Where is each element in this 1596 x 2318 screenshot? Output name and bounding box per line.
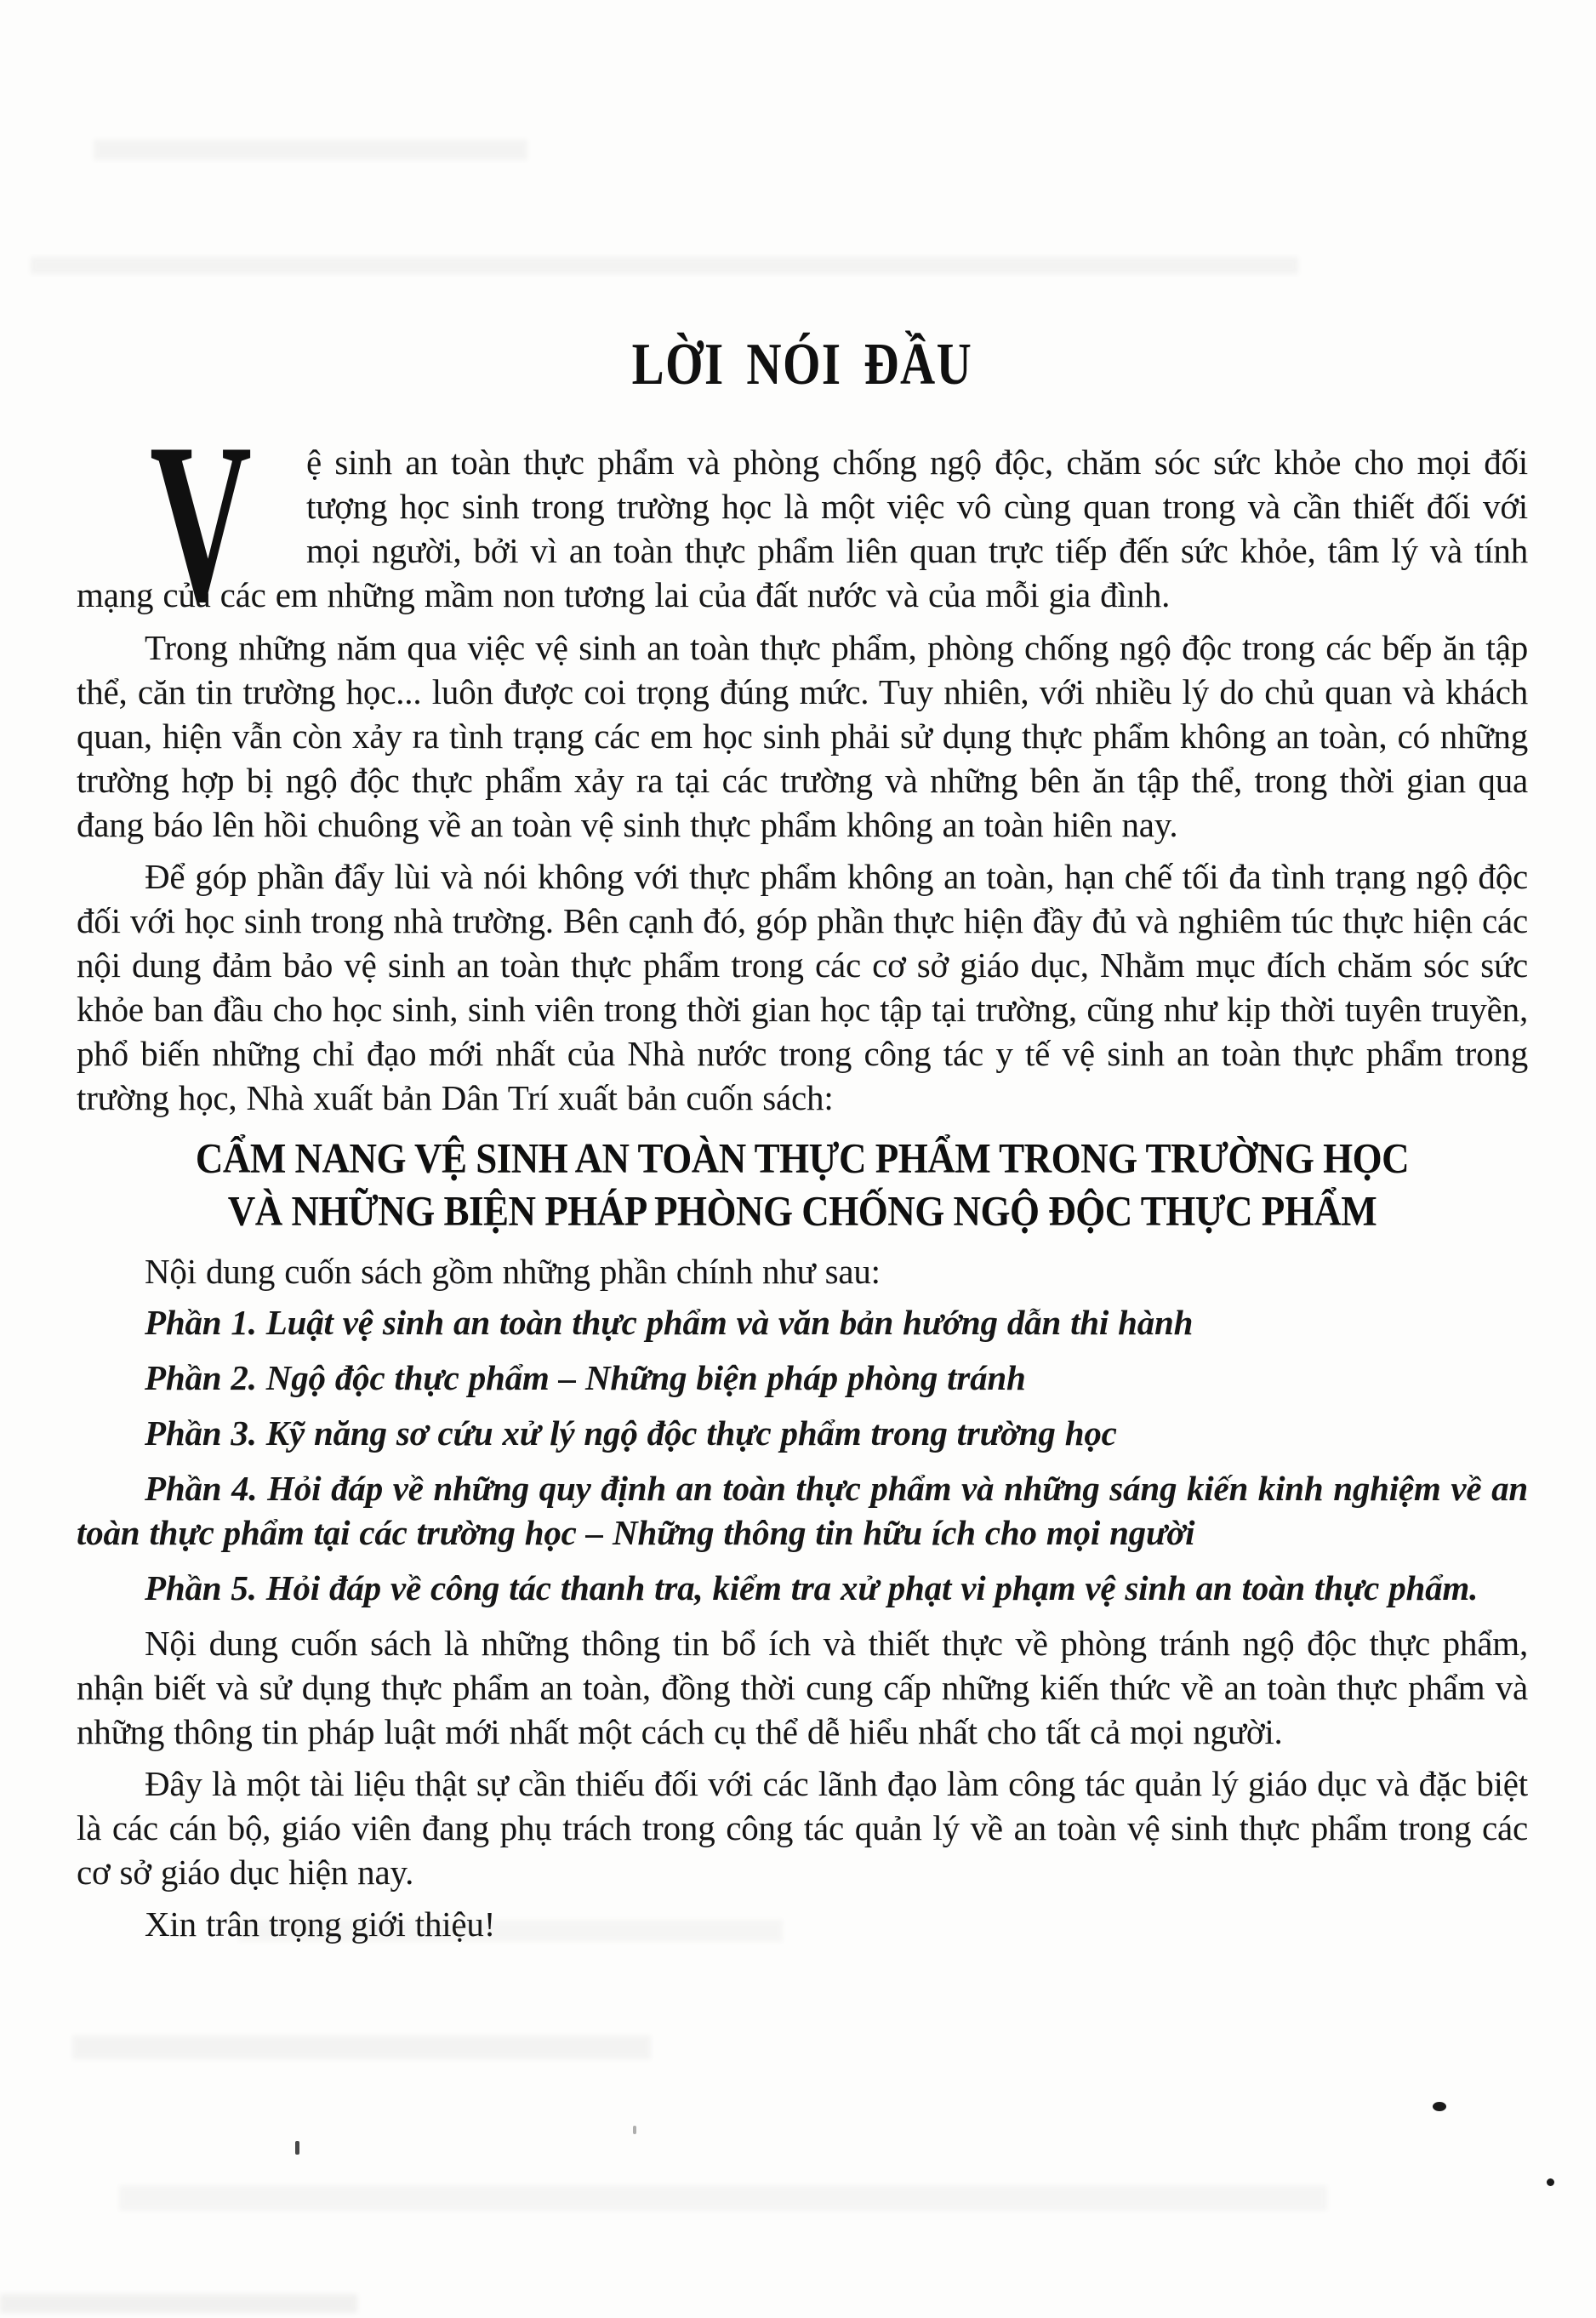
toc-intro: Nội dung cuốn sách gồm những phần chính như sau: — [145, 1252, 881, 1291]
closing-line: Xin trân trọng giới thiệu! — [145, 1904, 496, 1944]
scan-artifact — [0, 2294, 357, 2313]
book-title-line-1: CẨM NANG VỆ SINH AN TOÀN THỰC PHẨM TRONG TRƯỜNG HỌC — [195, 1134, 1410, 1182]
part-item-2: Phần 2. Ngộ độc thực phẩm – Những biện pháp phòng tránh — [145, 1358, 1026, 1397]
ink-speck — [1433, 2102, 1446, 2111]
scan-artifact — [119, 2185, 1327, 2211]
preface-content — [77, 332, 1528, 1954]
paragraph-4: Nội dung cuốn sách là những thông tin bổ ích và thiết thực về phòng tránh ngộ độc thực phẩm, nhận biết và sử dụng thực phẩm an toàn, đồng thời cung cấp những kiến thức về an toàn thực phẩm và những thông tin pháp luật mới nhất một cách cụ thể dễ hiểu nhất cho tất cả mọi người. — [77, 1624, 1528, 1751]
dropcap-letter: V — [150, 396, 252, 648]
paragraph-5: Đây là một tài liệu thật sự cần thiếu đối với các lãnh đạo làm công tác quản lý giáo dục và đặc biệt là các cán bộ, giáo viên đang phụ trách trong công tác quản lý về an toàn vệ sinh thực phẩm trong các cơ sở giáo dục hiện nay. — [77, 1764, 1528, 1892]
part-item-5: Phần 5. Hỏi đáp về công tác thanh tra, kiểm tra xử phạt vi phạm vệ sinh an toàn thực phẩm. — [145, 1568, 1479, 1607]
ink-speck — [633, 2126, 636, 2134]
paragraph-intro-text: ệ sinh an toàn thực phẩm và phòng chống ngộ độc, chăm sóc sức khỏe cho mọi đối tượng học sinh trong trường học là một việc vô cùng quan trong và cần thiết đối với mọi người, bởi vì an toàn thực phẩm liên quan trực tiếp đến sức khỏe, tâm lý và tính mạng của các em những mầm non tương lai của đất nước và của mỗi gia đình. — [77, 442, 1528, 614]
ink-speck — [295, 2141, 299, 2155]
scan-artifact — [31, 257, 1298, 274]
scan-artifact — [94, 140, 527, 160]
paragraph-intro — [77, 396, 1528, 648]
part-item-3: Phần 3. Kỹ năng sơ cứu xử lý ngộ độc thực phẩm trong trường học — [145, 1413, 1117, 1453]
part-item-1: Phần 1. Luật vệ sinh an toàn thực phẩm và văn bản hướng dẫn thi hành — [145, 1303, 1194, 1342]
paragraph-2: Trong những năm qua việc vệ sinh an toàn thực phẩm, phòng chống ngộ độc trong các bếp ăn tập thể, căn tin trường học... luôn được coi trọng đúng mức. Tuy nhiên, với nhiều lý do chủ quan và khách quan, hiện vẫn còn xảy ra tình trạng các em học sinh phải sử dụng thực phẩm không an toàn, có những trường hợp bị ngộ độc thực phẩm xảy ra tại các trường và những bên ăn tập thể, trong thời gian qua đang báo lên hồi chuông về an toàn vệ sinh thực phẩm không an toàn hiên nay. — [77, 628, 1528, 844]
scan-artifact — [72, 2035, 651, 2059]
book-title — [77, 1132, 1528, 1237]
ink-speck — [1547, 2178, 1554, 2186]
paragraph-3: Để góp phần đẩy lùi và nói không với thực phẩm không an toàn, hạn chế tối đa tình trạng ngộ độc đối với học sinh trong nhà trường. Bên cạnh đó, góp phần thực hiện đầy đủ và nghiêm túc thực hiện các nội dung đảm bảo vệ sinh an toàn thực phẩm trong các cơ sở giáo dục, Nhằm mục đích chăm sóc sức khỏe ban đầu cho học sinh, sinh viên trong thời gian học tập tại trường, cũng như kịp thời tuyên truyền, phổ biến những chỉ đạo mới nhất của Nhà nước trong công tác y tế vệ sinh an toàn thực phẩm trong trường học, Nhà xuất bản Dân Trí xuất bản cuốn sách: — [77, 857, 1528, 1117]
part-item-4: Phần 4. Hỏi đáp về những quy định an toàn thực phẩm và những sáng kiến kinh nghiệm về an toàn thực phẩm tại các trường học – Những thông tin hữu ích cho mọi người — [77, 1469, 1528, 1552]
book-title-line-2: VÀ NHỮNG BIỆN PHÁP PHÒNG CHỐNG NGỘ ĐỘC THỰC PHẨM — [227, 1187, 1377, 1235]
preface-heading: LỜI NÓI ĐẦU — [631, 332, 973, 397]
